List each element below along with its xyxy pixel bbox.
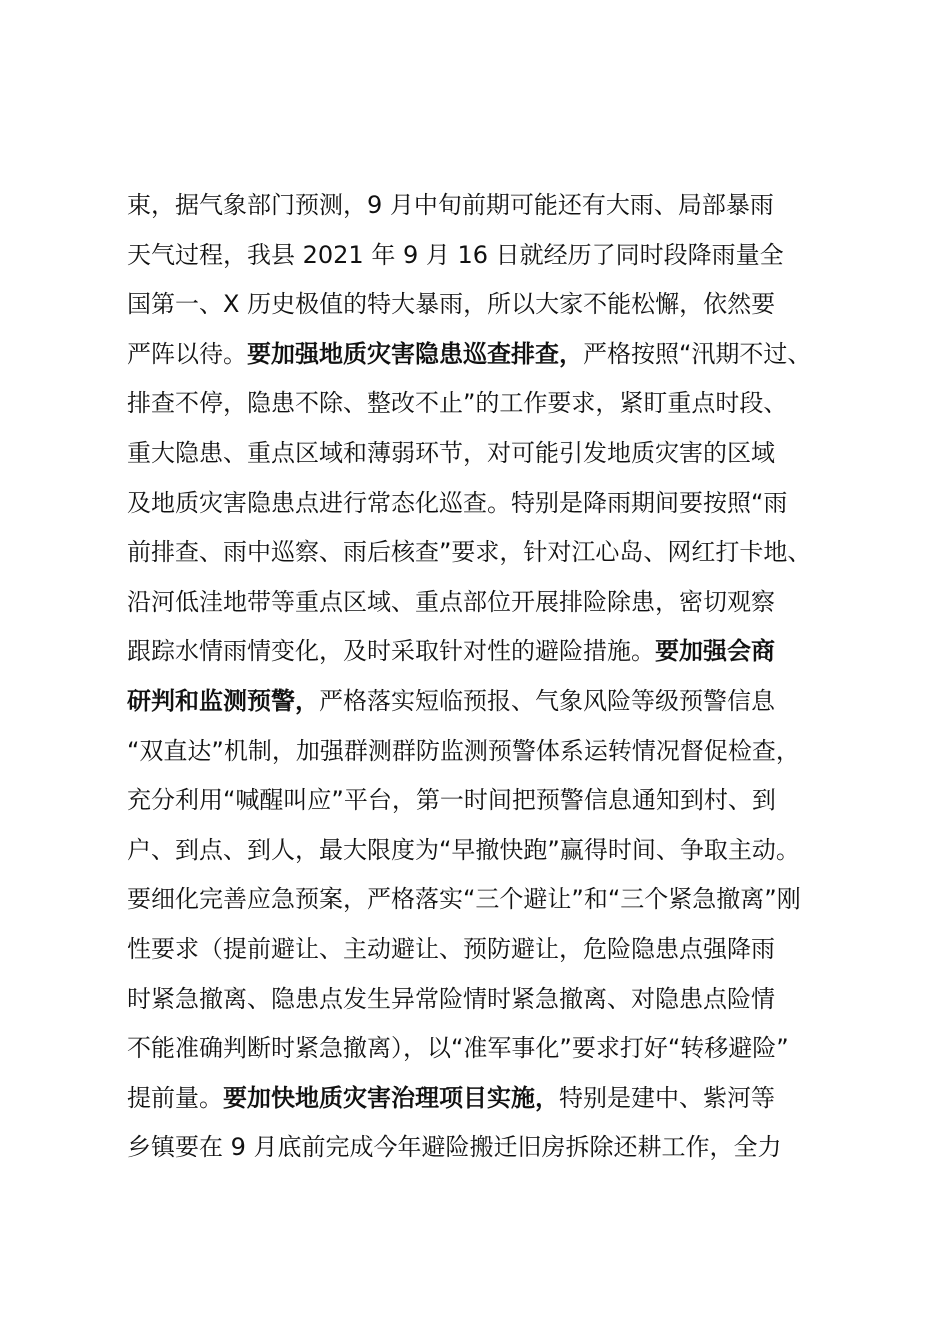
text-line (127, 280, 867, 330)
body-text: 严阵以待。 (127, 339, 247, 368)
body-text: 充分利用“喊醒叫应”平台，第一时间把预警信息通知到村、到 (127, 786, 776, 815)
text-line (127, 875, 867, 925)
body-paragraph (127, 181, 867, 1173)
text-line (127, 826, 867, 876)
text-line (127, 528, 867, 578)
body-text: 及地质灾害隐患点进行常态化巡查。特别是降雨期间要按照“雨 (127, 488, 788, 517)
text-line (127, 1123, 867, 1173)
bold-heading-text: 要加强会商 (655, 637, 775, 666)
bold-heading-text: 要加强地质灾害隐患巡查排查， (247, 339, 583, 368)
text-line (127, 379, 867, 429)
text-line (127, 231, 867, 281)
body-text: 重大隐患、重点区域和薄弱环节，对可能引发地质灾害的区域 (127, 438, 775, 467)
body-text: 沿河低洼地带等重点区域、重点部位开展排险除患，密切观察 (127, 587, 775, 616)
body-text: 乡镇要在 9 月底前完成今年避险搬迁旧房拆除还耕工作，全力 (127, 1133, 782, 1162)
text-line (127, 1074, 867, 1124)
body-text: 要细化完善应急预案，严格落实“三个避让”和“三个紧急撤离”刚 (127, 885, 801, 914)
body-text: 不能准确判断时紧急撤离），以“准军事化”要求打好“转移避险” (127, 1034, 789, 1063)
body-text: 国第一、X 历史极值的特大暴雨，所以大家不能松懈，依然要 (127, 290, 776, 319)
body-text: 严格落实短临预报、气象风险等级预警信息 (319, 686, 775, 715)
body-text: “双直达”机制，加强群测群防监测预警体系运转情况督促检查， (127, 736, 800, 765)
bold-heading-text: 要加快地质灾害治理项目实施， (223, 1083, 559, 1112)
text-line (127, 181, 867, 231)
text-line (127, 1024, 867, 1074)
body-text: 天气过程，我县 2021 年 9 月 16 日就经历了同时段降雨量全 (127, 240, 784, 269)
body-text: 性要求（提前避让、主动避让、预防避让，危险隐患点强降雨 (127, 934, 775, 963)
body-text: 严格按照“汛期不过、 (583, 339, 812, 368)
body-text: 提前量。 (127, 1083, 223, 1112)
body-text: 排查不停，隐患不除、整改不止”的工作要求，紧盯重点时段、 (127, 389, 788, 418)
text-line (127, 429, 867, 479)
text-line (127, 727, 867, 777)
text-line (127, 578, 867, 628)
text-line (127, 776, 867, 826)
text-line (127, 330, 867, 380)
text-line (127, 925, 867, 975)
body-text: 户、到点、到人，最大限度为“早撤快跑”赢得时间、争取主动。 (127, 835, 800, 864)
body-text: 前排查、雨中巡察、雨后核查”要求，针对江心岛、网红打卡地、 (127, 538, 812, 567)
body-text: 时紧急撤离、隐患点发生异常险情时紧急撤离、对隐患点险情 (127, 984, 775, 1013)
body-text: 特别是建中、紫河等 (559, 1083, 775, 1112)
text-line (127, 627, 867, 677)
text-line (127, 677, 867, 727)
body-text: 束，据气象部门预测，9 月中旬前期可能还有大雨、局部暴雨 (127, 191, 774, 219)
bold-heading-text: 研判和监测预警， (127, 686, 319, 715)
body-text: 跟踪水情雨情变化，及时采取针对性的避险措施。 (127, 637, 655, 666)
text-line (127, 975, 867, 1025)
text-line (127, 479, 867, 529)
